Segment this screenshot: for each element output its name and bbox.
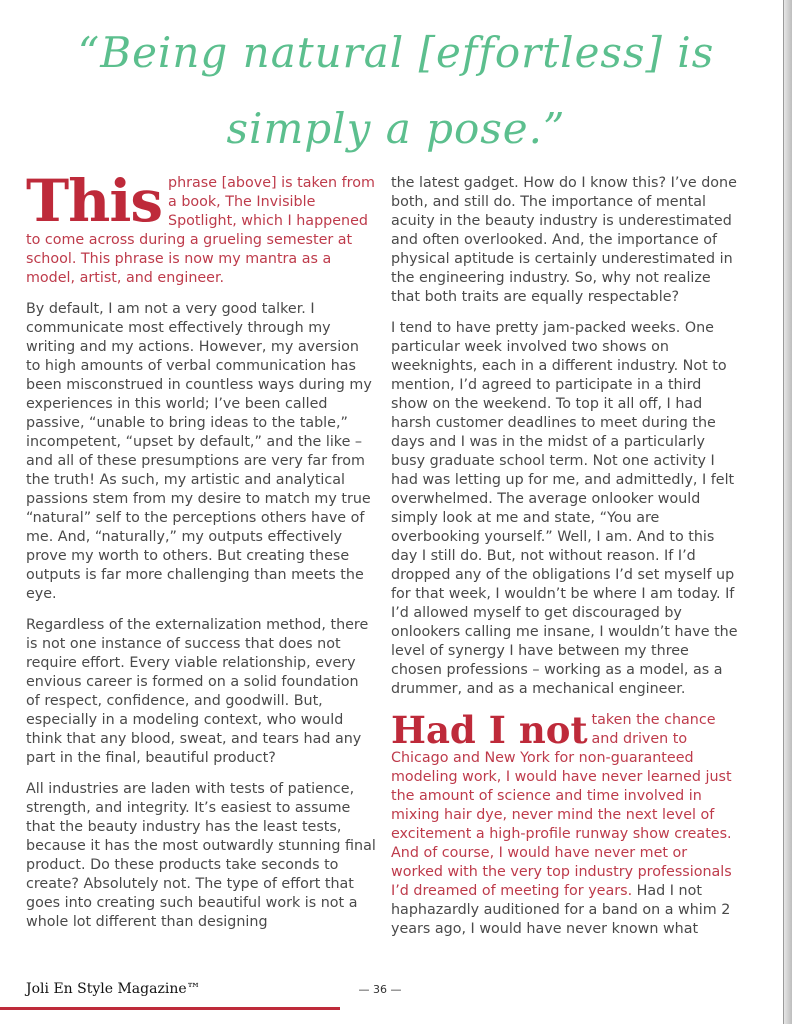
intro-text: phrase [above] is taken from a book, The Invisible Spotlight, which I happened to come across during a grueling semester at school. This phrase is now my mantra as a model, artist, and engineer. — [26, 175, 375, 286]
dropcap-had-i-not: Had I not — [391, 708, 588, 752]
body-paragraph: Regardless of the externalization method, there is not one instance of success that does not require effort. Every viable relationship, every envious career is formed on a solid foundation of respect, confidence, and goodwill. But, especially in a modeling context, who would think that any blood, sweat, and tears had any part in the final, beautiful product? — [26, 617, 369, 766]
body-paragraph: By default, I am not a very good talker. I communicate most effectively through my writing and my actions. However, my aversion to high amounts of verbal communication has been misconstrued in countless ways during my experiences in this world; I’ve been called passive, “unable to bring ideas to the table,” incompetent, “upset by default,” and the like – and all of these presumptions are very far from the truth! As such, my artistic and analytical passions stem from my desire to match my true “natural” self to the perceptions others have of me. And, “naturally,” my outputs effectively prove my worth to others. But creating these outputs is far more challenging than meets the eye. — [26, 301, 372, 602]
second-section-paragraph — [391, 708, 741, 939]
pull-quote-line-2: simply a pose.” — [226, 104, 566, 153]
body-paragraph: the latest gadget. How do I know this? I’ve done both, and still do. The importance of mental acuity in the beauty industry is underestimated and often overlooked. And, the importance of physical aptitude is certainly underestimated in the engineering industry. So, why not realize that both traits are equally respectable? — [391, 175, 737, 305]
page-number: — 36 — — [358, 983, 402, 996]
footer-rule — [0, 1007, 340, 1010]
page-edge-shadow — [784, 0, 792, 1024]
intro-paragraph — [26, 167, 376, 288]
second-section-text: Had I not haphazardly auditioned for a band on a whim 2 years ago, I would have never known what — [391, 883, 731, 937]
pull-quote-line-1: “Being natural [effortless] is — [77, 28, 715, 77]
magazine-name: Joli En Style Magazine™ — [26, 981, 201, 997]
body-paragraph: I tend to have pretty jam-packed weeks. One particular week involved two shows on weeknights, each in a different industry. Not to mention, I’d agreed to participate in a third show on the weekend. To top it all off, I had harsh customer deadlines to meet during the days and I was in the midst of a particularly busy graduate school term. Not one activity I had was letting up for me, and admittedly, I felt overwhelmed. The average onlooker would simply look at me and state, “You are overbooking yourself.” Well, I am. And to this day I still do. But, not without reason. If I’d dropped any of the obligations I’d set myself up for that week, I wouldn’t be where I am today. If I’d allowed myself to get discouraged by onlookers calling me insane, I wouldn’t have the level of synergy I have between my three chosen professions – working as a model, as a drummer, and as a mechanical engineer. — [391, 320, 738, 697]
dropcap-this: This — [26, 167, 163, 235]
right-column — [391, 174, 741, 951]
body-paragraph: All industries are laden with tests of patience, strength, and integrity. It’s easiest to assume that the beauty industry has the least tests, because it has the most outwardly stunning final product. Do these products take seconds to create? Absolutely not. The type of effort that goes into creating such beautiful work is not a whole lot different than designing — [26, 781, 376, 930]
second-section-red-text: taken the chance and driven to Chicago and New York for non-guaranteed modeling work, I would have never learned just the amount of science and time involved in mixing hair dye, never mind the next level of excitement a high-profile runway show creates. And of course, I would have never met or worked with the very top industry professionals I’d dreamed of meeting for years. — [391, 712, 732, 899]
left-column — [26, 167, 376, 944]
